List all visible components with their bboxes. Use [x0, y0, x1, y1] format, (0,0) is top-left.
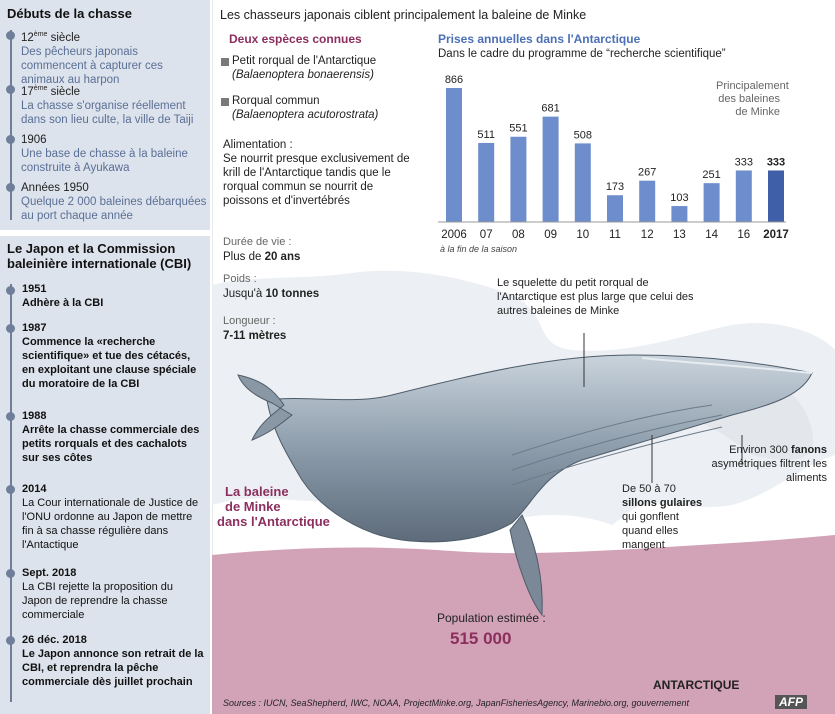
history-item-text: Quelque 2 000 baleines débarquées au port chaque année: [21, 196, 207, 222]
chart-annotation: Principalement des baleines de Minke: [716, 80, 789, 118]
x-tick-label: 16: [737, 229, 751, 241]
chart-subtitle: Dans le cadre du programme de “recherche scientifique”: [438, 48, 726, 60]
cbi-dot: [6, 286, 15, 295]
catch-bar-chart: [424, 62, 794, 262]
cbi-dot: [6, 485, 15, 494]
history-item-date: 17ème siècle: [21, 85, 81, 98]
history-dot: [6, 135, 15, 144]
skeleton-note: Le squelette du petit rorqual de l'Antarctique est plus large que celui des autres baleines de Minke: [497, 277, 694, 317]
species-name: Rorqual commun: [232, 95, 320, 107]
sources: Sources : IUCN, SeaShepherd, IWC, NOAA, ProjectMinke.org, JapanFisheriesAgency, Marinebio.org, gouvernement: [223, 698, 690, 708]
history-item: [21, 181, 207, 223]
main-title: Les chasseurs japonais ciblent principalement la baleine de Minke: [220, 8, 587, 22]
diet-text: Se nourrit presque exclusivement de krill de l'Antarctique tandis que le rorqual commun se nourrit de poissons et d'invertébrés: [223, 153, 410, 207]
grooves-note: De 50 à 70 sillons gulaires qui gonflent quand elles mangent: [622, 483, 703, 551]
bar-10: [575, 143, 591, 222]
bar-value-label: 508: [573, 129, 592, 142]
x-tick-label: 13: [673, 229, 686, 241]
history-item-date: 12ème siècle: [21, 31, 81, 44]
baleen-note: Environ 300 fanons asymétriques filtrent les aliments: [711, 444, 827, 484]
cbi-item-text: Le Japon annonce son retrait de la CBI, et reprendra la pêche commerciale dès juillet prochain: [22, 648, 204, 688]
cbi-item: [22, 409, 206, 465]
cbi-item-date: 26 déc. 2018: [22, 634, 87, 646]
diet-block: [223, 138, 413, 208]
chart-title: Prises annuelles dans l'Antarctique: [438, 32, 641, 46]
cbi-item-text: Arrête la chasse commerciale des petits rorquals et des cachalots sur ses côtes: [22, 424, 200, 464]
bar-value-label: 173: [605, 181, 625, 194]
bar-value-label: 551: [509, 122, 528, 135]
bar-08: [510, 137, 526, 222]
x-tick-label: 10: [576, 229, 590, 241]
history-item: [21, 28, 207, 87]
history-item-date: 1906: [21, 134, 47, 146]
x-tick-label: 12: [640, 229, 654, 241]
history-item: [21, 133, 207, 175]
cbi-dot: [6, 636, 15, 645]
diet-label: Alimentation :: [223, 139, 293, 151]
cbi-item-date: 2014: [22, 483, 47, 495]
species-item: [232, 54, 376, 82]
bar-value-label: 333: [766, 156, 786, 169]
cbi-item: [22, 282, 206, 310]
bar-16: [736, 170, 752, 222]
bar-13: [671, 206, 687, 222]
x-tick-label: 11: [609, 229, 621, 241]
bar-2017: [768, 170, 784, 222]
population-value: 515 000: [450, 629, 512, 648]
cbi-item-date: 1987: [22, 322, 47, 334]
cbi-item-text: La Cour internationale de Justice de l'ONU ordonne au Japon de mettre fin à sa chasse régulière dans l'Antactique: [22, 497, 199, 551]
bar-12: [639, 181, 655, 222]
weight-value: Jusqu'à 10 tonnes: [223, 288, 320, 300]
species-bullet: [221, 98, 229, 106]
cbi-item: [22, 482, 206, 552]
species-latin: (Balaenoptera bonaerensis): [232, 69, 374, 81]
species-title: Deux espèces connues: [229, 32, 362, 46]
cbi-title: Le Japon et la Commission baleinière internationale (CBI): [7, 241, 192, 271]
left-column: [0, 0, 210, 714]
x-tick-label: 07: [479, 229, 493, 241]
bar-14: [704, 183, 720, 222]
x-tick-label: 08: [512, 229, 525, 241]
species-latin: (Balaenoptera acutorostrata): [232, 109, 379, 121]
cbi-dot: [6, 412, 15, 421]
history-dot: [6, 31, 15, 40]
history-dot: [6, 183, 15, 192]
lifespan-label: Durée de vie :: [223, 236, 292, 248]
bar-11: [607, 195, 623, 222]
cbi-item-text: La CBI rejette la proposition du Japon de reprendre la chasse commerciale: [22, 581, 174, 621]
bar-2006: [446, 88, 462, 222]
length-value: 7-11 mètres: [223, 330, 287, 342]
bar-value-label: 511: [477, 128, 495, 141]
history-item: [21, 82, 207, 127]
cbi-item-date: Sept. 2018: [22, 567, 77, 579]
history-item-text: Des pêcheurs japonais commencent à capturer ces animaux au harpon: [21, 45, 163, 86]
x-tick-label: 09: [544, 229, 557, 241]
afp-logo: AFP: [775, 695, 807, 709]
cbi-panel: [0, 236, 210, 714]
antarctica-label: ANTARCTIQUE: [653, 678, 740, 692]
cbi-dot: [6, 324, 15, 333]
history-item-text: La chasse s'organise réellement dans son lieu culte, la ville de Taiji: [21, 99, 194, 126]
x-axis-note: à la fin de la saison: [440, 244, 518, 254]
length-label: Longueur :: [223, 315, 276, 327]
history-title: Débuts de la chasse: [7, 6, 132, 21]
cbi-item-text: Adhère à la CBI: [22, 297, 104, 309]
x-tick-label: 2017: [763, 229, 789, 241]
cbi-item-date: 1988: [22, 410, 47, 422]
weight-label: Poids :: [223, 273, 257, 285]
species-name: Petit rorqual de l'Antarctique: [232, 55, 377, 67]
history-panel: [0, 0, 210, 230]
whale-title: La baleine de Minke dans l'Antarctique: [217, 484, 330, 529]
bar-value-label: 251: [702, 169, 721, 182]
bar-07: [478, 143, 494, 222]
bar-09: [543, 117, 559, 222]
x-tick-label: 14: [705, 229, 718, 241]
bar-value-label: 333: [734, 156, 753, 169]
bar-value-label: 267: [638, 166, 657, 179]
x-tick-label: 2006: [441, 229, 467, 241]
lifespan-value: Plus de 20 ans: [223, 251, 301, 263]
cbi-item-date: 1951: [22, 283, 47, 295]
history-item-date: Années 1950: [21, 182, 89, 194]
cbi-item: [22, 321, 206, 391]
bar-value-label: 681: [541, 102, 560, 115]
cbi-item: [22, 633, 206, 689]
species-item: [232, 94, 378, 122]
species-bullet: [221, 58, 229, 66]
bar-value-label: 103: [670, 192, 689, 205]
cbi-item-text: Commence la «recherche scientifique» et tue des cétacés, en exploitant une clause spéciale du moratoire de la CBI: [22, 336, 197, 390]
cbi-item: [22, 566, 206, 622]
history-dot: [6, 85, 15, 94]
population-label: Population estimée :: [437, 611, 546, 625]
cbi-dot: [6, 569, 15, 578]
bar-value-label: 866: [444, 74, 464, 86]
history-item-text: Une base de chasse à la baleine construite à Ayukawa: [21, 148, 188, 174]
